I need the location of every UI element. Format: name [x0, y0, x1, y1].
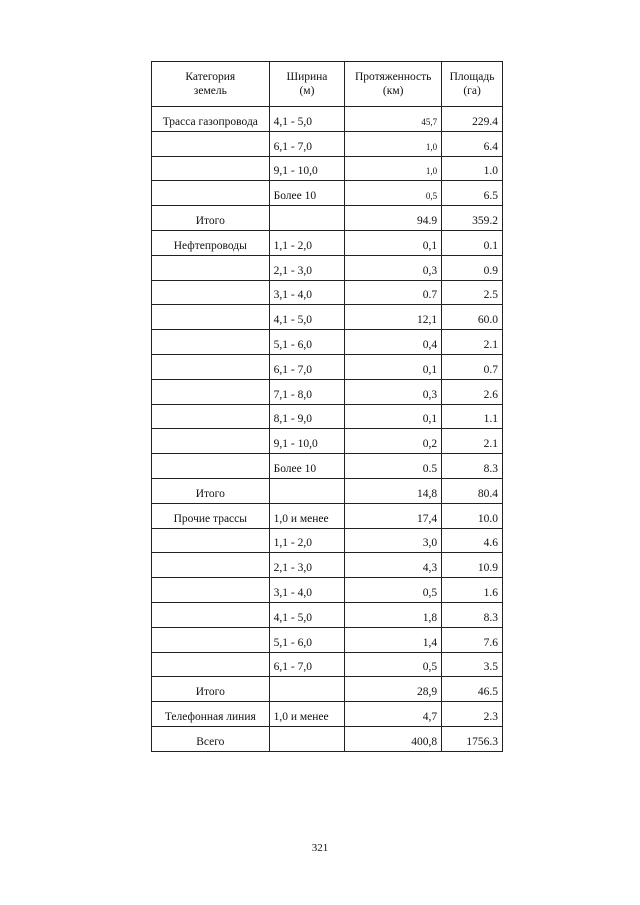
table-row	[152, 255, 503, 280]
category-cell	[152, 454, 270, 479]
length-cell: 0,1	[345, 230, 442, 255]
area-cell: 4.6	[442, 528, 503, 553]
length-cell: 4,7	[345, 702, 442, 727]
total-area: 359.2	[442, 206, 503, 231]
length-cell: 45,7	[345, 107, 442, 132]
category-cell	[152, 131, 270, 156]
category-cell: Нефтепроводы	[152, 230, 270, 255]
table-row	[152, 528, 503, 553]
category-cell	[152, 553, 270, 578]
area-cell: 8.3	[442, 454, 503, 479]
length-cell: 4,3	[345, 553, 442, 578]
width-cell	[269, 726, 345, 751]
area-cell: 6.5	[442, 181, 503, 206]
width-cell: 3,1 - 4,0	[269, 578, 345, 603]
table-row	[152, 503, 503, 528]
width-cell: 3,1 - 4,0	[269, 280, 345, 305]
land-category-table	[151, 61, 503, 752]
table-row	[152, 330, 503, 355]
table-row	[152, 652, 503, 677]
grand-total-length: 400,8	[345, 726, 442, 751]
width-cell: 5,1 - 6,0	[269, 627, 345, 652]
width-cell: 1,0 и менее	[269, 702, 345, 727]
width-cell: 7,1 - 8,0	[269, 379, 345, 404]
width-cell: 1,1 - 2,0	[269, 528, 345, 553]
table-row	[152, 354, 503, 379]
category-cell	[152, 652, 270, 677]
category-cell	[152, 602, 270, 627]
total-row	[152, 677, 503, 702]
length-cell: 0,5	[345, 578, 442, 603]
table-row	[152, 578, 503, 603]
table-row	[152, 280, 503, 305]
table-row	[152, 454, 503, 479]
category-cell	[152, 305, 270, 330]
length-cell: 0,5	[345, 652, 442, 677]
total-area: 46.5	[442, 677, 503, 702]
total-label: Итого	[152, 206, 270, 231]
table-row	[152, 181, 503, 206]
page-number: 321	[311, 842, 329, 854]
area-cell: 2.3	[442, 702, 503, 727]
header-category: Категория земель	[152, 62, 270, 107]
length-cell: 0,4	[345, 330, 442, 355]
area-cell: 6.4	[442, 131, 503, 156]
length-cell: 0,1	[345, 354, 442, 379]
header-width: Ширина (м)	[269, 62, 345, 107]
category-cell: Трасса газопровода	[152, 107, 270, 132]
area-cell: 10.9	[442, 553, 503, 578]
table-row	[152, 131, 503, 156]
width-cell: 5,1 - 6,0	[269, 330, 345, 355]
category-cell	[152, 528, 270, 553]
area-cell: 10.0	[442, 503, 503, 528]
area-cell: 3.5	[442, 652, 503, 677]
category-cell	[152, 255, 270, 280]
category-cell	[152, 379, 270, 404]
area-cell: 0.1	[442, 230, 503, 255]
total-row	[152, 478, 503, 503]
length-cell: 0.7	[345, 280, 442, 305]
area-cell: 7.6	[442, 627, 503, 652]
category-cell	[152, 156, 270, 181]
length-cell: 12,1	[345, 305, 442, 330]
category-cell	[152, 578, 270, 603]
category-cell	[152, 330, 270, 355]
length-cell: 1,4	[345, 627, 442, 652]
table-row	[152, 627, 503, 652]
length-cell: 0,3	[345, 255, 442, 280]
area-cell: 1.0	[442, 156, 503, 181]
total-area: 80.4	[442, 478, 503, 503]
table-header-row	[152, 62, 503, 107]
category-cell	[152, 181, 270, 206]
grand-total-row	[152, 726, 503, 751]
table-row	[152, 404, 503, 429]
total-length: 28,9	[345, 677, 442, 702]
width-cell: 4,1 - 5,0	[269, 305, 345, 330]
width-cell: 2,1 - 3,0	[269, 553, 345, 578]
width-cell: 6,1 - 7,0	[269, 354, 345, 379]
total-row	[152, 206, 503, 231]
category-cell	[152, 429, 270, 454]
table-row	[152, 553, 503, 578]
total-label: Итого	[152, 677, 270, 702]
length-cell: 3,0	[345, 528, 442, 553]
area-cell: 2.5	[442, 280, 503, 305]
area-cell: 1.6	[442, 578, 503, 603]
width-cell: 2,1 - 3,0	[269, 255, 345, 280]
width-cell: Более 10	[269, 181, 345, 206]
width-cell: 6,1 - 7,0	[269, 652, 345, 677]
category-cell	[152, 404, 270, 429]
width-cell: 6,1 - 7,0	[269, 131, 345, 156]
table-body	[152, 107, 503, 752]
width-cell: 9,1 - 10,0	[269, 429, 345, 454]
length-cell: 1,8	[345, 602, 442, 627]
category-cell	[152, 627, 270, 652]
table-row	[152, 156, 503, 181]
area-cell: 1.1	[442, 404, 503, 429]
length-cell: 0.5	[345, 454, 442, 479]
area-cell: 0.9	[442, 255, 503, 280]
total-length: 14,8	[345, 478, 442, 503]
category-cell	[152, 280, 270, 305]
table-row	[152, 702, 503, 727]
width-cell: 4,1 - 5,0	[269, 602, 345, 627]
category-cell: Прочие трассы	[152, 503, 270, 528]
length-cell: 17,4	[345, 503, 442, 528]
area-cell: 2.6	[442, 379, 503, 404]
area-cell: 0.7	[442, 354, 503, 379]
area-cell: 2.1	[442, 429, 503, 454]
header-area: Площадь (га)	[442, 62, 503, 107]
table-row	[152, 429, 503, 454]
length-cell: 1,0	[345, 131, 442, 156]
grand-total-area: 1756.3	[442, 726, 503, 751]
area-cell: 8.3	[442, 602, 503, 627]
length-cell: 0,3	[345, 379, 442, 404]
length-cell: 1,0	[345, 156, 442, 181]
table-row	[152, 305, 503, 330]
area-cell: 60.0	[442, 305, 503, 330]
total-label: Итого	[152, 478, 270, 503]
width-cell	[269, 206, 345, 231]
header-length: Протяженность (км)	[345, 62, 442, 107]
width-cell: 8,1 - 9,0	[269, 404, 345, 429]
width-cell: 9,1 - 10,0	[269, 156, 345, 181]
table-row	[152, 379, 503, 404]
category-cell: Телефонная линия	[152, 702, 270, 727]
table-row	[152, 602, 503, 627]
width-cell	[269, 478, 345, 503]
area-cell: 229.4	[442, 107, 503, 132]
table-row	[152, 107, 503, 132]
length-cell: 0,5	[345, 181, 442, 206]
length-cell: 0,2	[345, 429, 442, 454]
table-row	[152, 230, 503, 255]
area-cell: 2.1	[442, 330, 503, 355]
width-cell: 1,0 и менее	[269, 503, 345, 528]
length-cell: 0,1	[345, 404, 442, 429]
grand-total-label: Всего	[152, 726, 270, 751]
width-cell: 1,1 - 2,0	[269, 230, 345, 255]
category-cell	[152, 354, 270, 379]
width-cell: 4,1 - 5,0	[269, 107, 345, 132]
total-length: 94.9	[345, 206, 442, 231]
width-cell: Более 10	[269, 454, 345, 479]
width-cell	[269, 677, 345, 702]
